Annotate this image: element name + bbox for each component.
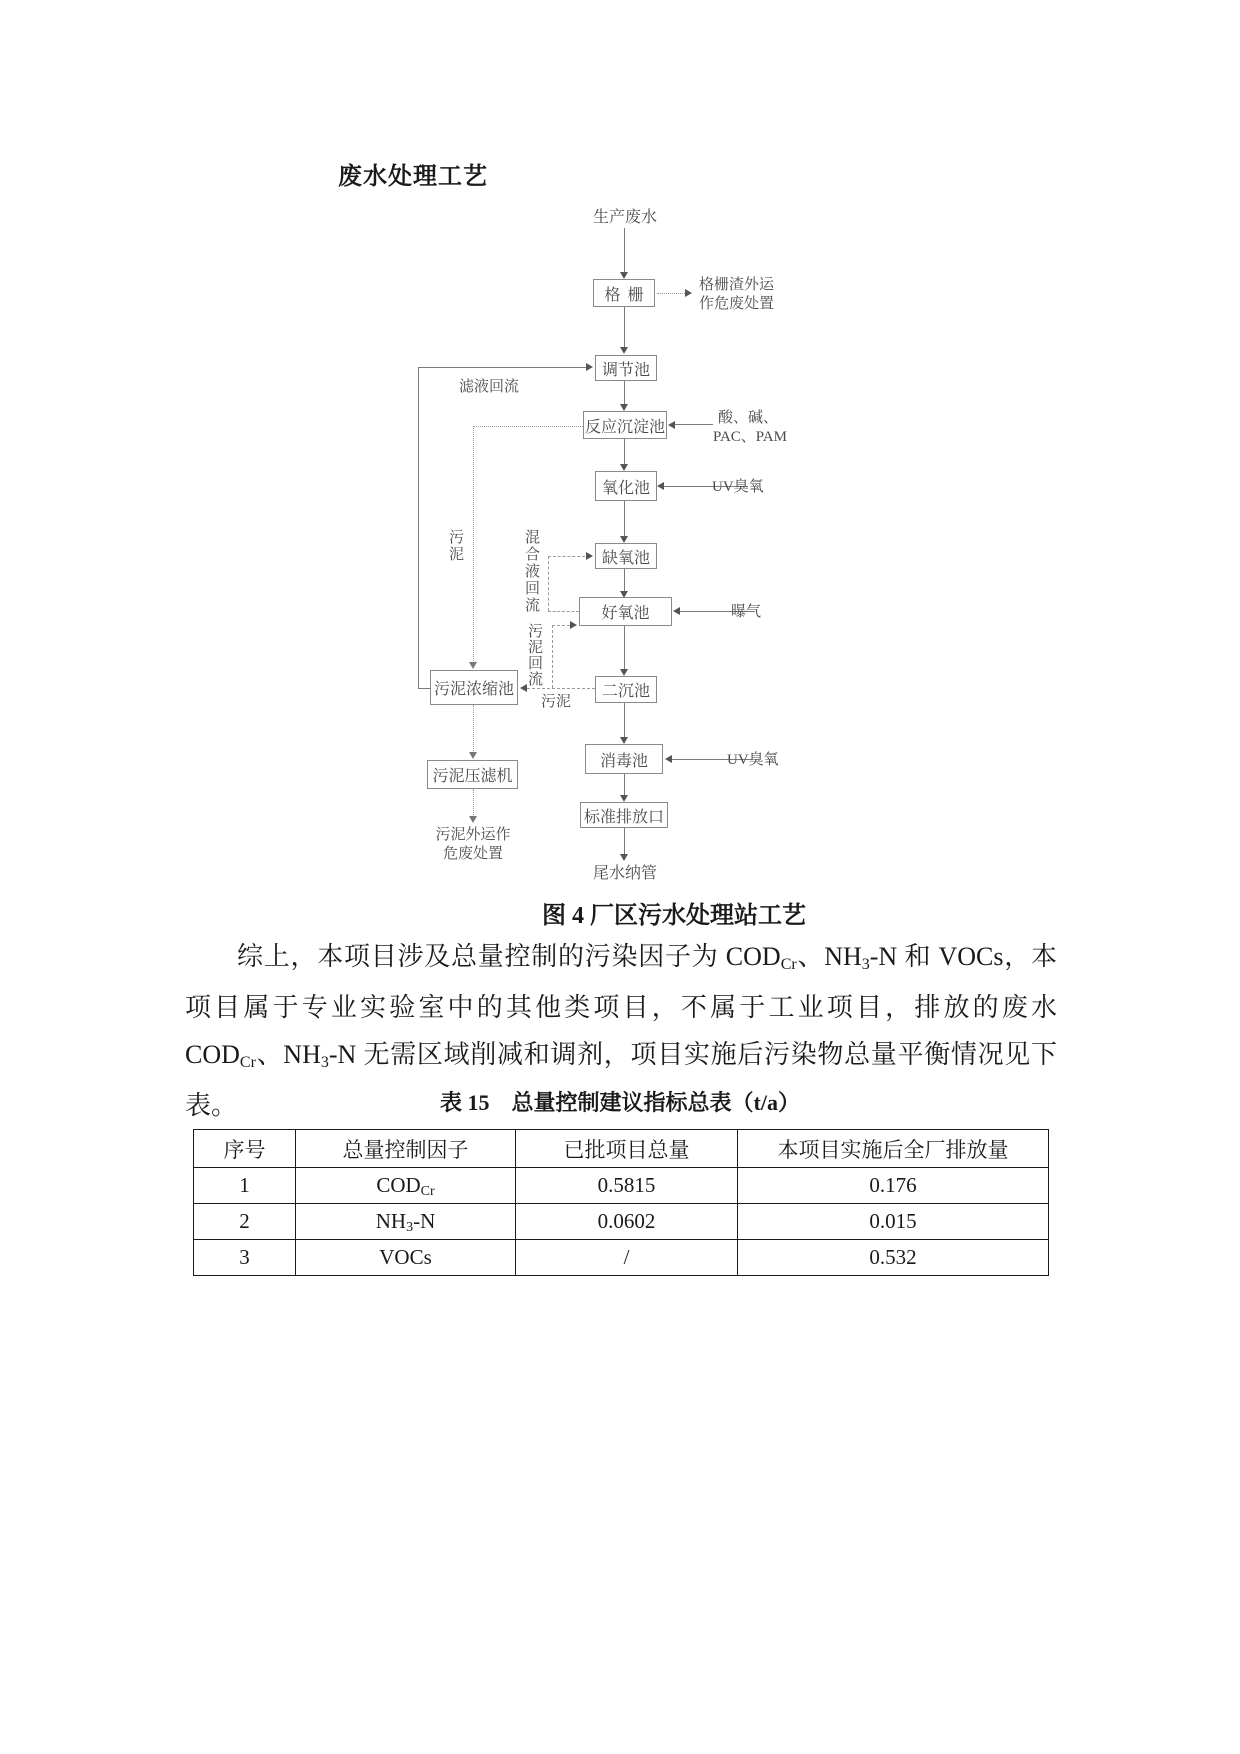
paragraph-text: 综上，本项目涉及总量控制的污染因子为 COD (237, 942, 781, 971)
flow-line-sludge-dotted (473, 705, 474, 753)
flow-label-tailwater: 尾水纳管 (593, 865, 658, 882)
header-cell-approved: 已批项目总量 (516, 1130, 738, 1168)
table-row (194, 1204, 1049, 1240)
flow-line-filtrate-return (418, 688, 430, 689)
flow-line (624, 626, 625, 670)
factor-main: NH (375, 1209, 407, 1233)
arrowhead-left-icon (657, 482, 664, 490)
flow-line-sludge-dotted (473, 789, 474, 817)
flow-label-sludge-vertical: 污泥 (448, 530, 464, 563)
paragraph-text: -N 和 VOCs，本项目属于专业实验室中的其他类项目，不属于工业项目，排放的废水 COD (185, 942, 1057, 1069)
flow-box-sludge-thickener: 污泥浓缩池 (430, 670, 518, 705)
table-header-row (194, 1130, 1049, 1168)
flow-line (624, 228, 625, 273)
cell-after: 0.532 (738, 1240, 1049, 1276)
flow-line-filtrate-return (418, 367, 419, 689)
arrowhead-down-icon (620, 795, 628, 802)
flow-label-sludge-out-2: 危废处置 (442, 846, 503, 862)
flow-box-standard-outlet: 标准排放口 (580, 802, 668, 828)
table-row (194, 1240, 1049, 1276)
arrowhead-left-icon (673, 607, 680, 615)
arrowhead-down-icon (469, 752, 477, 759)
subscript-text: 3 (320, 1054, 329, 1071)
flow-line (624, 501, 625, 537)
arrowhead-down-icon (469, 662, 477, 669)
paragraph-text: 、NH (796, 942, 862, 971)
factor-post: -N (413, 1209, 436, 1233)
cell-approved: 0.0602 (516, 1204, 738, 1240)
flow-line-sludge-to-thickener (527, 688, 595, 689)
arrowhead-right-icon (570, 621, 577, 629)
flow-line-dotted (657, 293, 685, 294)
flow-label-uv-ozone-2: UV臭氧 (727, 752, 779, 768)
header-cell-after: 本项目实施后全厂排放量 (738, 1130, 1049, 1168)
flow-box-oxidation-tank: 氧化池 (595, 471, 657, 501)
arrowhead-right-icon (685, 289, 692, 297)
flow-line (624, 828, 625, 855)
flow-line-sludge-return (552, 625, 570, 626)
flow-line-sludge-return (552, 625, 553, 688)
arrowhead-left-icon (665, 755, 672, 763)
flow-line (624, 307, 625, 348)
section-heading: 废水处理工艺 (338, 164, 488, 190)
paragraph-text: -N 无需区域削减和调剂，项目实施后污染物总量平衡情况见下表。 (185, 1040, 1057, 1120)
flow-line (624, 569, 625, 592)
flow-box-secondary-sedimentation: 二沉池 (595, 676, 657, 703)
flow-line-mixed-return (548, 611, 579, 612)
factor-subscript: 3 (406, 1220, 414, 1235)
flow-line-sludge-dotted (473, 426, 583, 427)
arrowhead-right-icon (586, 363, 593, 371)
arrowhead-left-icon (668, 421, 675, 429)
flow-label-filtrate-return: 滤液回流 (459, 379, 520, 395)
flow-label-sludge-return: 污泥回流 (527, 624, 543, 688)
arrowhead-down-icon (469, 816, 477, 823)
arrowhead-down-icon (620, 737, 628, 744)
arrowhead-down-icon (620, 536, 628, 543)
header-cell-no: 序号 (194, 1130, 296, 1168)
factor-main: VOCs (379, 1245, 432, 1269)
table-caption: 表 15 总量控制建议指标总表（t/a） (440, 1090, 800, 1115)
flow-label-uv-ozone-1: UV臭氧 (712, 479, 764, 495)
flow-line-filtrate-return (418, 367, 586, 368)
cell-no: 2 (194, 1204, 296, 1240)
factor-subscript: Cr (420, 1184, 435, 1199)
flow-label-aeration: 曝气 (731, 604, 762, 620)
arrowhead-down-icon (620, 464, 628, 471)
flow-label-grid-residue-2: 作危废处置 (699, 296, 775, 312)
flow-box-disinfection-tank: 消毒池 (585, 744, 663, 774)
total-control-table (193, 1129, 1049, 1276)
arrowhead-down-icon (620, 669, 628, 676)
flow-label-source: 生产废水 (593, 209, 658, 226)
flow-line (624, 381, 625, 405)
subscript-text: Cr (239, 1054, 256, 1071)
flow-line-sludge-dotted (473, 426, 474, 663)
paragraph-text: 、NH (255, 1040, 321, 1069)
flow-line-mixed-return (548, 556, 585, 557)
cell-no: 3 (194, 1240, 296, 1276)
subscript-text: Cr (780, 956, 797, 973)
flow-box-anoxic-tank: 缺氧池 (595, 543, 657, 569)
cell-no: 1 (194, 1168, 296, 1204)
cell-approved: / (516, 1240, 738, 1276)
cell-approved: 0.5815 (516, 1168, 738, 1204)
flow-box-grid: 格栅 (593, 279, 655, 307)
flow-line-mixed-return (548, 556, 549, 611)
header-cell-factor: 总量控制因子 (296, 1130, 516, 1168)
arrowhead-down-icon (620, 347, 628, 354)
flow-box-regulating-tank: 调节池 (595, 355, 657, 381)
cell-after: 0.015 (738, 1204, 1049, 1240)
figure-caption: 图 4 厂区污水处理站工艺 (542, 903, 806, 929)
flow-line (624, 703, 625, 738)
flow-label-sludge-mid: 污泥 (541, 694, 572, 710)
cell-after: 0.176 (738, 1168, 1049, 1204)
flow-box-reaction-sedimentation: 反应沉淀池 (583, 411, 667, 439)
factor-main: COD (376, 1173, 421, 1197)
subscript-text: 3 (861, 956, 870, 973)
flow-label-mixed-liquor-return: 混合液回流 (524, 530, 540, 614)
flow-label-chemicals-1: 酸、碱、 (718, 410, 779, 426)
cell-factor (296, 1240, 516, 1276)
flow-line (624, 774, 625, 796)
flow-label-sludge-out-1: 污泥外运作 (435, 827, 511, 843)
arrowhead-down-icon (620, 272, 628, 279)
flow-line (675, 424, 713, 425)
arrowhead-down-icon (620, 404, 628, 411)
flow-label-grid-residue-1: 格栅渣外运 (699, 277, 775, 293)
cell-factor (296, 1204, 516, 1240)
flow-box-aerobic-tank: 好氧池 (579, 597, 672, 626)
flow-label-chemicals-2: PAC、PAM (713, 429, 787, 445)
arrowhead-down-icon (620, 854, 628, 861)
flow-box-sludge-filter-press: 污泥压滤机 (427, 760, 518, 789)
arrowhead-left-icon (520, 684, 527, 692)
arrowhead-right-icon (586, 552, 593, 560)
table-row (194, 1168, 1049, 1204)
flow-line (624, 439, 625, 465)
cell-factor (296, 1168, 516, 1204)
